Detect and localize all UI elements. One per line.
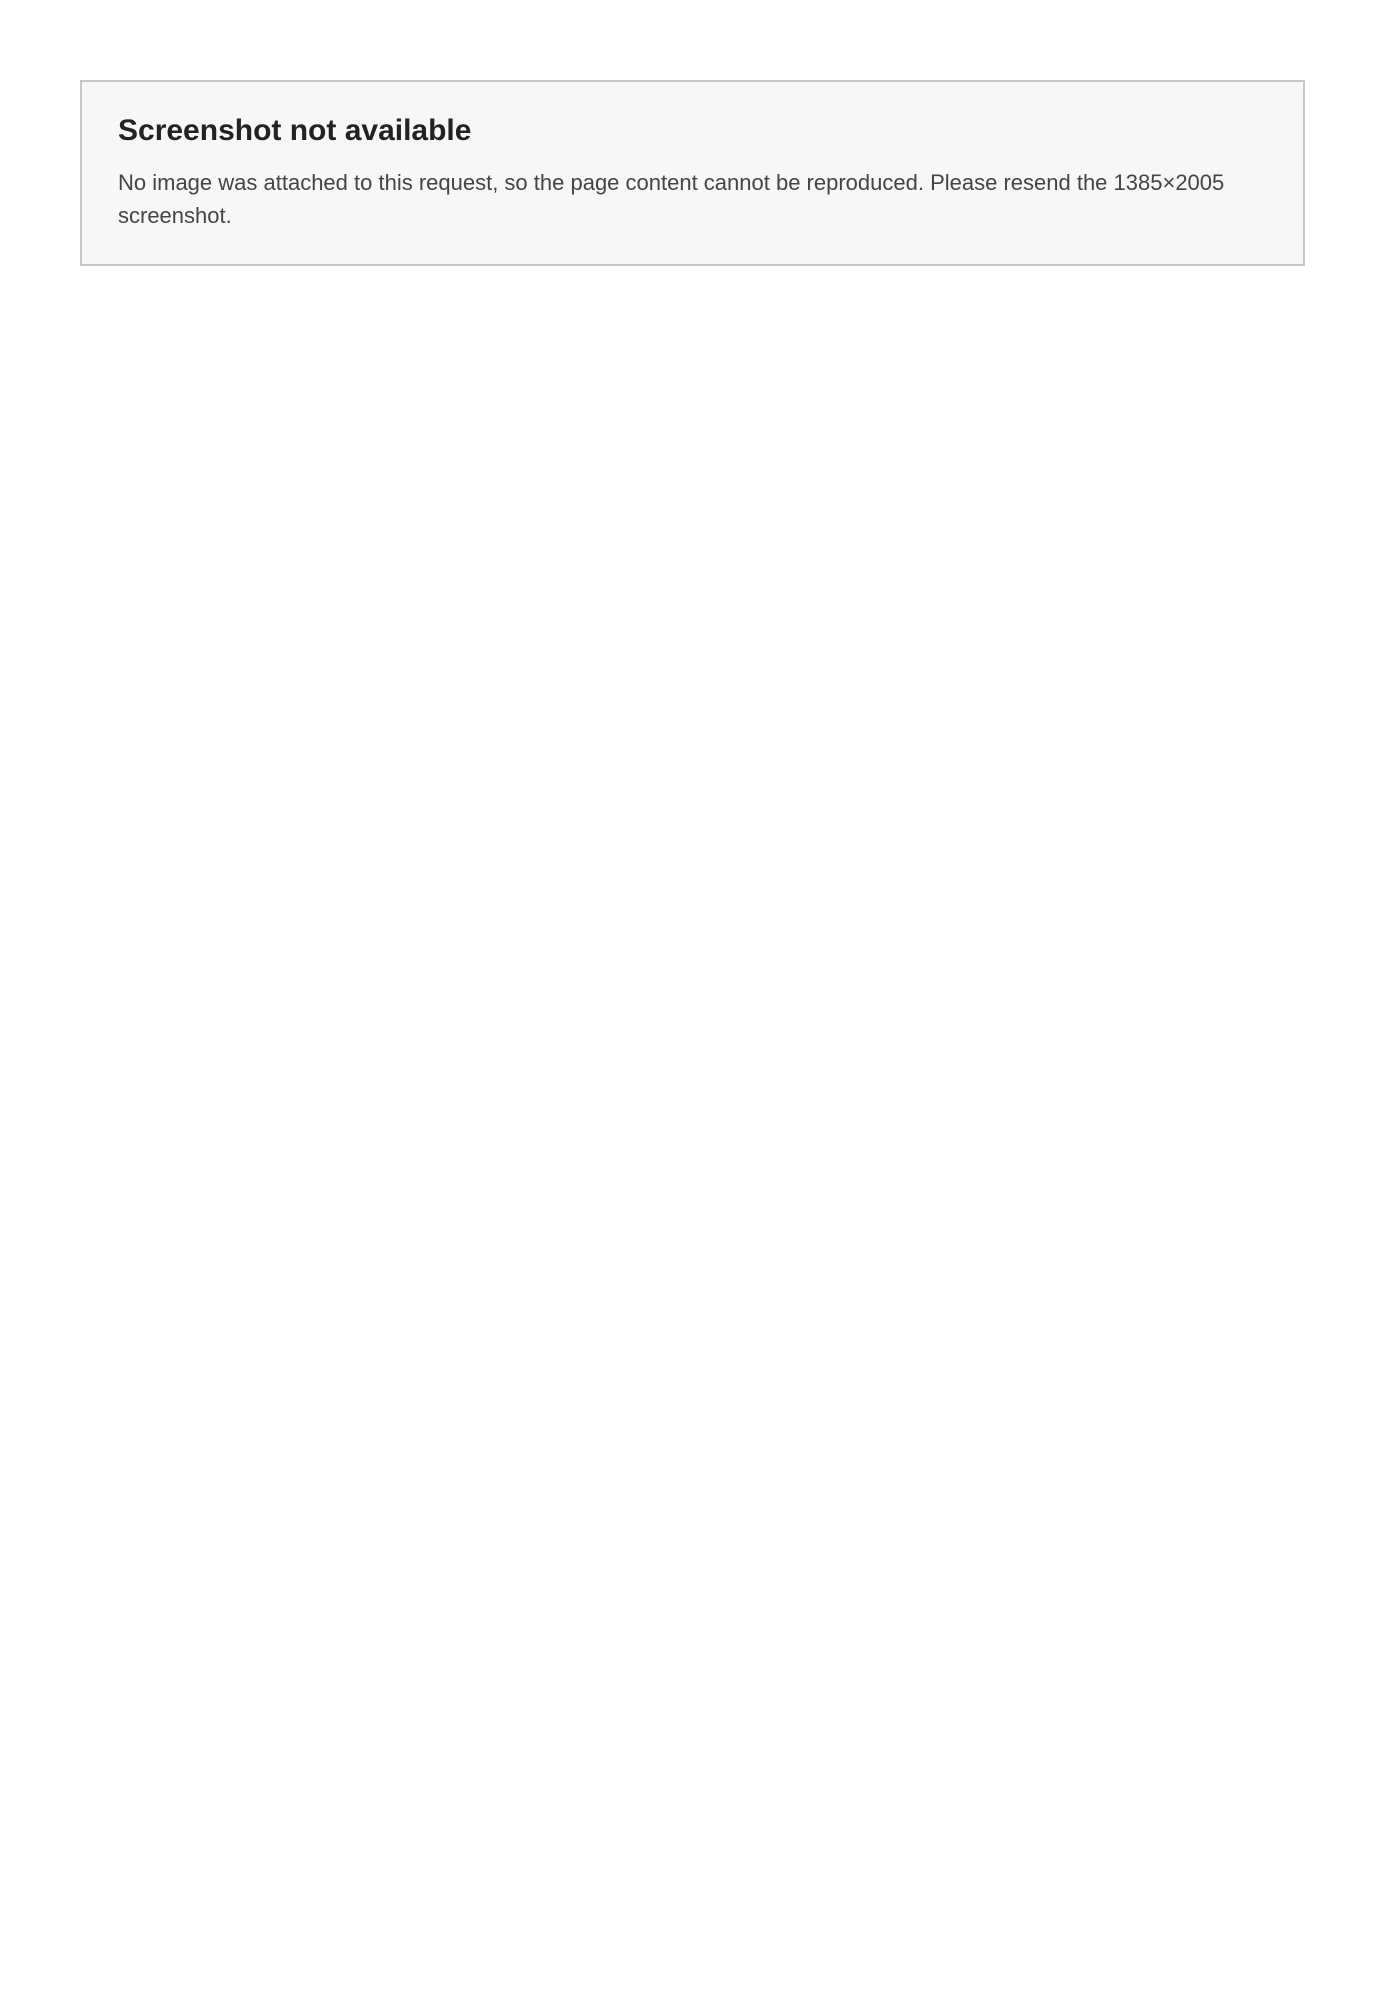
notice-body: No image was attached to this request, so the page content cannot be reproduced. Please resend the 1385×2005 screenshot. — [118, 170, 1225, 228]
notice-title: Screenshot not available — [118, 114, 472, 147]
missing-image-notice — [80, 80, 1305, 266]
